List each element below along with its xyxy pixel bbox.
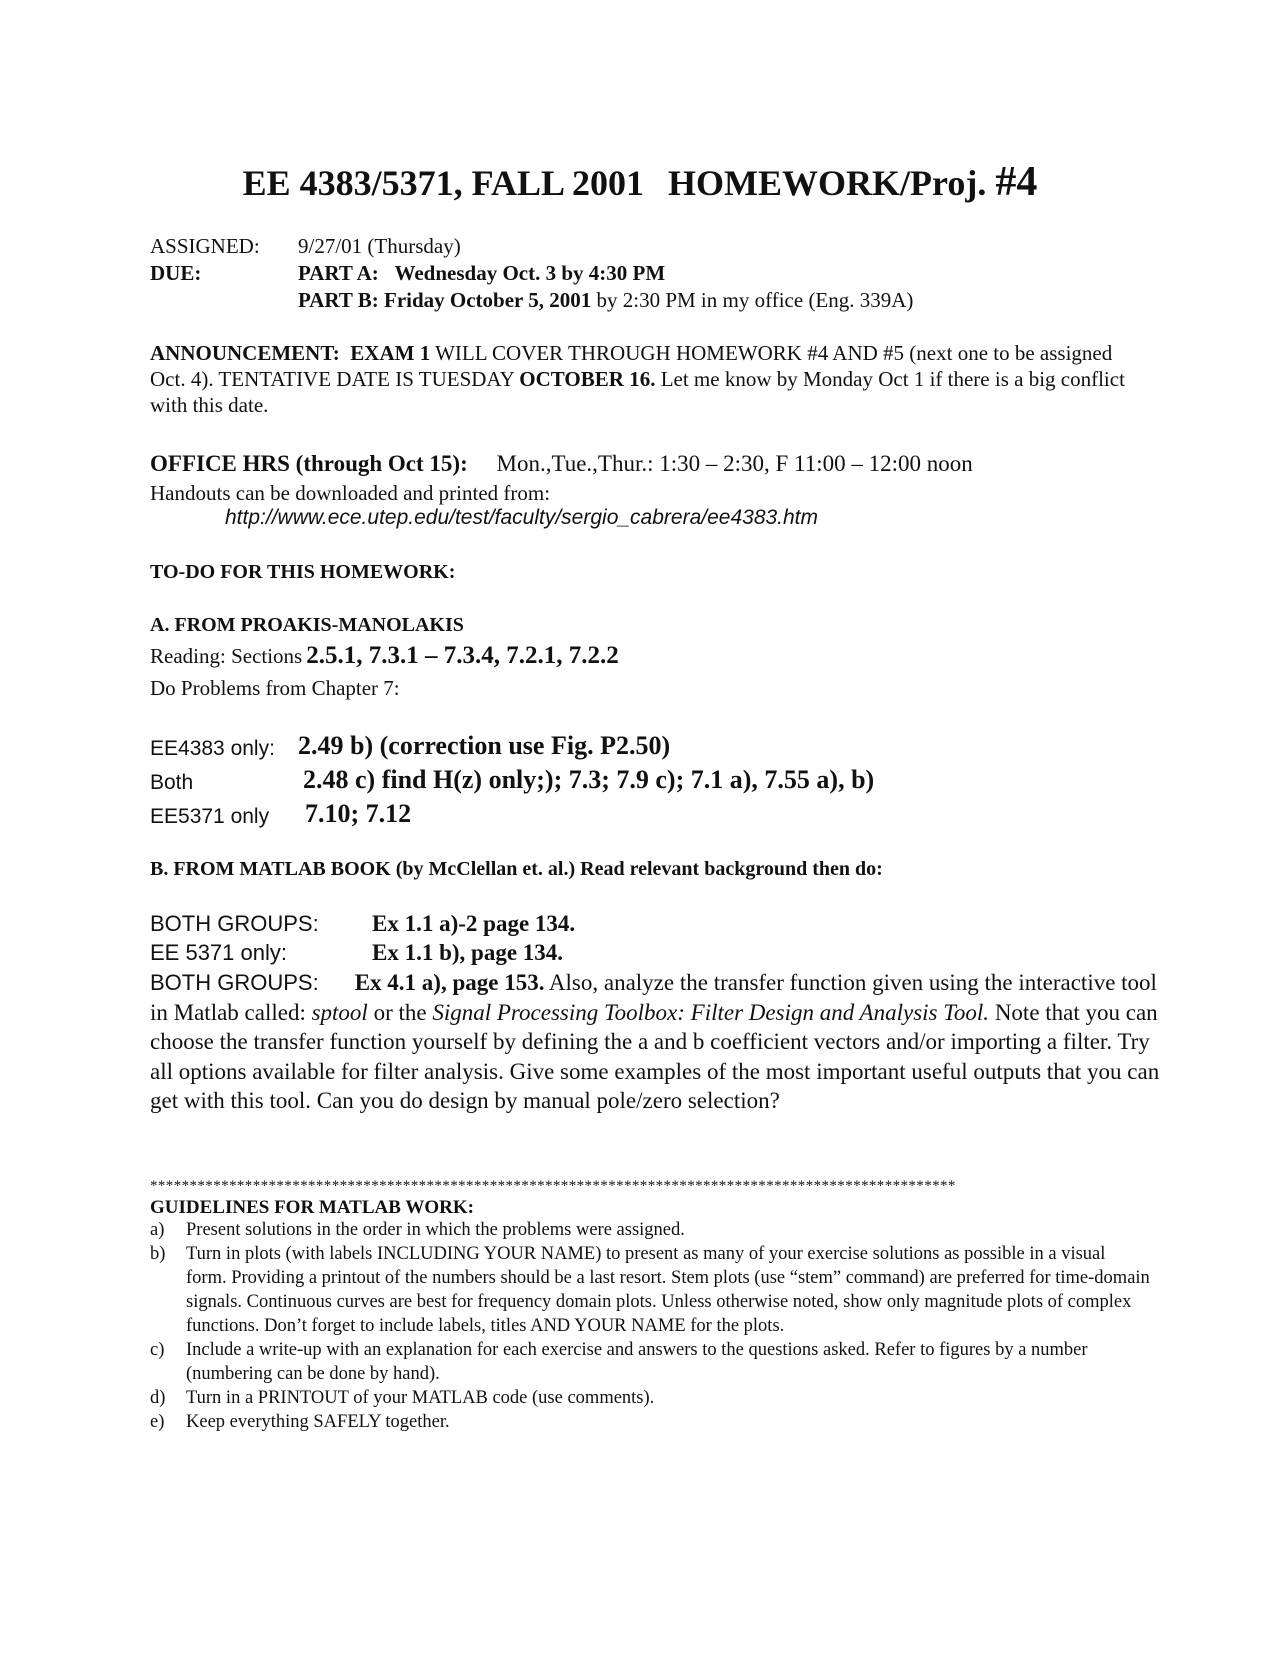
announcement-date: OCTOBER 16. xyxy=(519,367,656,391)
list-item-label: a) xyxy=(150,1220,165,1240)
reading-label: Reading: Sections xyxy=(150,644,303,668)
exercise-ee5371: Ex 1.1 b), page 134. xyxy=(372,940,564,965)
exercise-group-ee5371: EE 5371 only: xyxy=(150,940,287,965)
problem-list-ee5371: 7.10; 7.12 xyxy=(305,799,412,828)
list-item-text: Keep everything SAFELY together. xyxy=(186,1412,450,1432)
exercise-both-1: Ex 1.1 a)-2 page 134. xyxy=(372,911,576,936)
assigned-value: 9/27/01 (Thursday) xyxy=(298,234,461,258)
announcement-text2: Let me know by Monday Oct 1 if there is a big conflict with this date. xyxy=(150,367,1125,417)
announcement xyxy=(150,340,1150,418)
problem-group-both: Both xyxy=(150,771,194,794)
due-label: DUE: xyxy=(150,261,202,285)
list-item xyxy=(150,1410,1150,1434)
title-number: #4 xyxy=(995,159,1038,205)
part-a-label: PART A: xyxy=(298,261,379,285)
section-b-heading: B. FROM MATLAB BOOK (by McClellan et. al.) Read relevant background then do: xyxy=(150,858,883,880)
reading-sections: 2.5.1, 7.3.1 – 7.3.4, 7.2.1, 7.2.2 xyxy=(306,642,619,669)
guidelines-heading: GUIDELINES FOR MATLAB WORK: xyxy=(150,1197,474,1218)
problems-intro: Do Problems from Chapter 7: xyxy=(150,676,400,700)
handouts-text: Handouts can be downloaded and printed from: xyxy=(150,481,551,505)
list-item-label: c) xyxy=(150,1340,165,1360)
problem-list-ee4383: 2.49 b) (correction use Fig. P2.50) xyxy=(298,731,671,760)
problem-list-both: 2.48 c) find H(z) only;); 7.3; 7.9 c); 7.1 a), 7.55 a), b) xyxy=(303,765,875,794)
list-item-label: b) xyxy=(150,1244,166,1264)
list-item-label: e) xyxy=(150,1412,165,1432)
exercise-group-both-2: BOTH GROUPS: xyxy=(150,970,319,995)
problem-group-ee5371: EE5371 only xyxy=(150,805,270,828)
list-item xyxy=(150,1338,1150,1386)
office-hours-value: Mon.,Tue.,Thur.: 1:30 – 2:30, F 11:00 – 12:00 noon xyxy=(496,451,973,476)
office-hours-line xyxy=(150,451,973,477)
list-item-text: Include a write-up with an explanation for each exercise and answers to the questions asked. Refer to figures by a number (numbering can be done by hand). xyxy=(186,1340,1088,1384)
title-homework: HOMEWORK/Proj. xyxy=(668,163,987,203)
part-b-line xyxy=(298,288,913,313)
problem-group-ee4383: EE4383 only: xyxy=(150,737,275,760)
exercise-text-3: Note that you can choose the transfer function yourself by defining the a and b coefficient vectors and/or importing a filter. Try all options available for filter analysis. Give some examples of the most important useful outputs that you can get with this tool. Can you do design by manual pole/zero selection? xyxy=(150,999,1160,1113)
part-b-label: PART B: Friday October 5, 2001 xyxy=(298,288,592,312)
exercise-tool-name: sptool xyxy=(311,999,368,1025)
list-item xyxy=(150,1242,1150,1338)
exercise-text-2: or the xyxy=(367,999,433,1025)
exercise-group-both-1: BOTH GROUPS: xyxy=(150,911,319,936)
list-item xyxy=(150,1218,1150,1242)
list-item-text: Turn in plots (with labels INCLUDING YOUR NAME) to present as many of your exercise solutions as possible in a visual form. Providing a printout of the numbers should be a last resort. Stem plots (use “stem” command) are preferred for time-domain signals. Continuous curves are best for frequency domain plots. Unless otherwise noted, show only magnitude plots of complex functions. Don’t forget to include labels, titles AND YOUR NAME for the plots. xyxy=(186,1244,1150,1336)
section-a-heading: A. FROM PROAKIS-MANOLAKIS xyxy=(150,614,464,636)
exercise-both-2: Ex 4.1 a), page 153. xyxy=(354,970,545,995)
exercise-text-1: Also, analyze the transfer function given using the interactive tool in Matlab called: xyxy=(150,970,1157,1025)
guidelines-list xyxy=(150,1218,1150,1434)
part-a-line xyxy=(298,261,665,286)
list-item xyxy=(150,1386,1150,1410)
announcement-exam: EXAM 1 xyxy=(350,341,431,365)
exercise-toolbox-name: Signal Processing Toolbox: Filter Design and Analysis Tool. xyxy=(432,999,990,1025)
list-item-text: Turn in a PRINTOUT of your MATLAB code (use comments). xyxy=(186,1388,655,1408)
announcement-label: ANNOUNCEMENT: xyxy=(150,341,340,365)
assigned-label: ASSIGNED: xyxy=(150,234,260,258)
title-course: EE 4383/5371, FALL 2001 xyxy=(242,163,645,203)
part-a-value: Wednesday Oct. 3 by 4:30 PM xyxy=(394,261,666,285)
page-title xyxy=(0,158,1280,206)
list-item-label: d) xyxy=(150,1388,166,1408)
handouts-url[interactable]: http://www.ece.utep.edu/test/faculty/sergio_cabrera/ee4383.htm xyxy=(225,506,819,529)
todo-heading: TO-DO FOR THIS HOMEWORK: xyxy=(150,561,456,583)
announcement-text1: WILL COVER THROUGH HOMEWORK #4 AND #5 (next one to be assigned Oct. 4). TENTATIVE DATE IS TUESDAY xyxy=(150,341,1113,391)
exercise-both-2-paragraph xyxy=(150,968,1160,1116)
part-b-rest: by 2:30 PM in my office (Eng. 339A) xyxy=(596,288,914,312)
office-hours-label: OFFICE HRS (through Oct 15): xyxy=(150,451,468,476)
list-item-text: Present solutions in the order in which the problems were assigned. xyxy=(186,1220,685,1240)
asterisk-divider: ****************************************************************************************************** xyxy=(150,1178,956,1194)
reading-line xyxy=(150,642,619,670)
